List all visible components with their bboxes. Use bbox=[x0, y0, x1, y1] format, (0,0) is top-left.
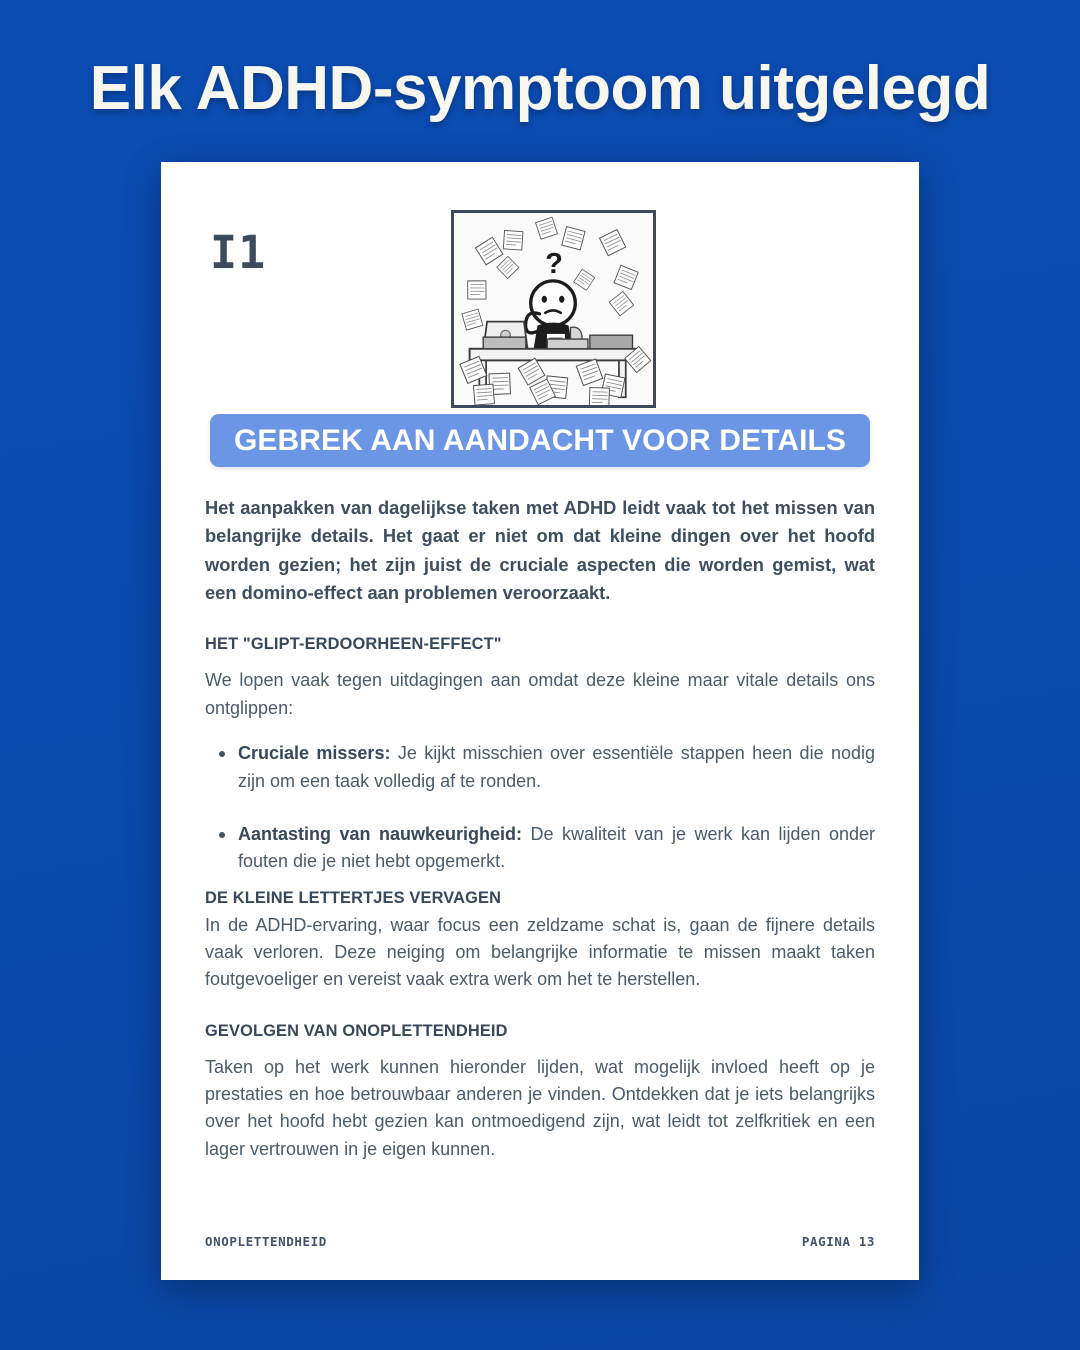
bullet-text: Je kijkt misschien over essentiële stappen heen die nodig zijn om een taak volledig af te ronden. bbox=[238, 743, 875, 791]
symptom-title-text: GEBREK AAN AANDACHT VOOR DETAILS bbox=[233, 423, 847, 457]
symptom-title-banner bbox=[210, 414, 870, 467]
bullet-list bbox=[205, 740, 875, 875]
card-inner bbox=[205, 192, 875, 1250]
svg-text:?: ? bbox=[545, 248, 563, 281]
section-heading-3: GEVOLGEN VAN ONOPLETTENDHEID bbox=[205, 1021, 508, 1040]
content-card bbox=[161, 162, 919, 1280]
list-item bbox=[205, 740, 875, 795]
card-body bbox=[205, 494, 875, 1163]
footer-topic-label: ONOPLETTENDHEID bbox=[205, 1234, 327, 1249]
section-body-1: We lopen vaak tegen uitdagingen aan omdat deze kleine maar vitale details ons ontglippen: bbox=[205, 670, 875, 718]
card-header bbox=[205, 192, 875, 414]
confused-person-papers-icon bbox=[451, 210, 656, 408]
symptom-code-label: I1 bbox=[210, 226, 267, 279]
bullet-text: De kwaliteit van je werk kan lijden onder fouten die je niet hebt opgemerkt. bbox=[238, 823, 875, 872]
list-item bbox=[205, 821, 875, 876]
section-heading-2: DE KLEINE LETTERTJES VERVAGEN bbox=[205, 888, 502, 907]
poster-title: Elk ADHD-symptoom uitgelegd bbox=[89, 54, 991, 123]
section-heading-1: HET "GLIPT-ERDOORHEEN-EFFECT" bbox=[205, 635, 502, 654]
footer-page-number: PAGINA 13 bbox=[801, 1234, 875, 1249]
bullet-dot-icon bbox=[219, 832, 225, 838]
bullet-lead: Cruciale missers: bbox=[238, 743, 391, 764]
bullet-lead: Aantasting van nauwkeurigheid: bbox=[238, 823, 522, 844]
bullet-dot-icon bbox=[219, 751, 225, 757]
lead-paragraph: Het aanpakken van dagelijkse taken met ADHD leidt vaak tot het missen van belangrijke details. Het gaat er niet om dat kleine dingen over het hoofd worden gezien; het zijn juist de cruciale aspecten die worden gemist, wat een domino-effect aan problemen veroorzaakt. bbox=[205, 497, 875, 604]
section-body-3: Taken op het werk kunnen hieronder lijden, wat mogelijk invloed heeft op je prestaties en hoe betrouwbaar anderen je vinden. Ontdekken dat je iets belangrijks over het hoofd hebt gezien kan ontmoedigend zijn, wat leidt tot zelfkritiek en een lager vertrouwen in je eigen kunnen. bbox=[205, 1056, 875, 1159]
section-body-2: In de ADHD-ervaring, waar focus een zeldzame schat is, gaan de fijnere details vaak verloren. Deze neiging om belangrijke informatie te missen maakt taken foutgevoeliger en vereist vaak extra werk om het te herstellen. bbox=[205, 914, 875, 990]
card-footer bbox=[205, 1234, 875, 1249]
